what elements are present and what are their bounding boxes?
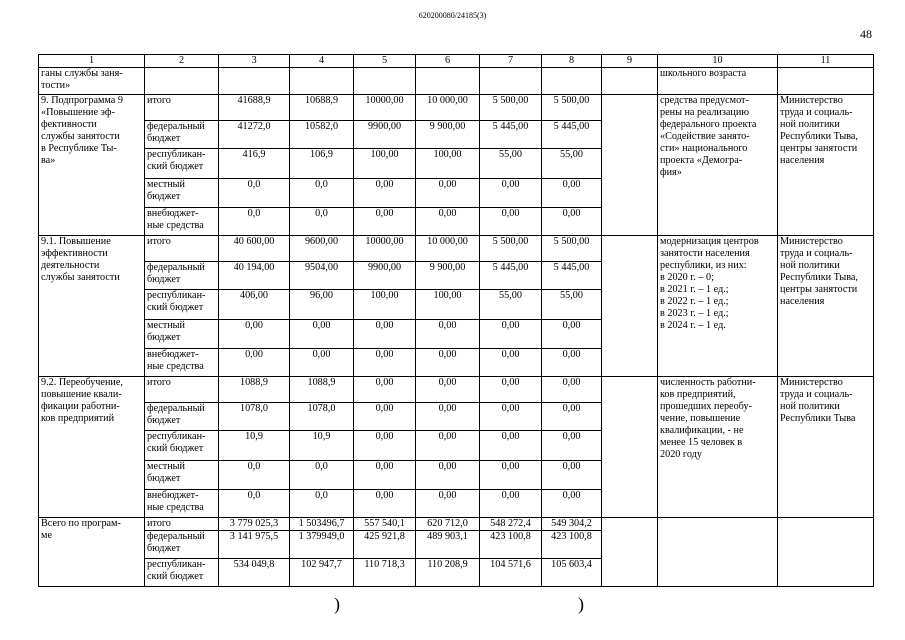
funding-value: 0,00 [416,179,480,208]
column-numbers-row [39,55,874,68]
funding-value: 0,0 [219,208,290,236]
funding-value: 0,00 [416,461,480,490]
funding-value: 1078,0 [290,403,354,431]
funding-value: 9504,00 [290,262,354,290]
funding-value: 55,00 [480,290,542,320]
funding-value: 0,00 [354,179,416,208]
responsible-executor: Министерство труда и социаль- ной политики Республики Тыва [778,377,874,518]
funding-value: 10688,9 [290,95,354,121]
funding-value: 1 503496,7 [290,518,354,531]
funding-value: 0,00 [542,490,602,518]
funding-value: 0,00 [219,349,290,377]
empty-column-9 [602,236,658,377]
funding-value: 100,00 [354,290,416,320]
funding-value: 10 000,00 [416,236,480,262]
funding-value: 0,00 [480,377,542,403]
funding-value: 0,00 [219,320,290,349]
funding-value: 0,0 [219,490,290,518]
funding-value: 10000,00 [354,236,416,262]
expected-result: численность работни- ков предприятий, прошедших переобу- чение, повышение квалификации, - не менее 15 человек в 2020 году [658,377,778,518]
funding-value: 100,00 [416,290,480,320]
funding-value: 0,00 [354,403,416,431]
column-number: 4 [290,55,354,68]
funding-row [39,236,874,262]
funding-value: 0,00 [416,377,480,403]
funding-value: 40 194,00 [219,262,290,290]
funding-value: 0,00 [416,349,480,377]
expected-result [658,518,778,587]
funding-value: 0,00 [290,349,354,377]
funding-value: 5 445,00 [542,121,602,149]
funding-value: 1088,9 [219,377,290,403]
funding-value: 0,00 [290,320,354,349]
funding-source: внебюджет- ные средства [145,490,219,518]
column-number: 10 [658,55,778,68]
funding-value: 0,00 [480,208,542,236]
measure-name: Всего по програм- ме [39,518,145,587]
funding-value: 55,00 [480,149,542,179]
funding-value: 0,00 [480,179,542,208]
funding-value: 1078,0 [219,403,290,431]
funding-value: 0,00 [354,490,416,518]
funding-value: 104 571,6 [480,559,542,587]
column-number: 7 [480,55,542,68]
funding-source: местный бюджет [145,320,219,349]
program-funding-table [38,54,874,587]
funding-value: 423 100,8 [480,531,542,559]
funding-value: 102 947,7 [290,559,354,587]
empty-column-9 [602,518,658,587]
funding-value: 105 603,4 [542,559,602,587]
funding-source: федеральный бюджет [145,403,219,431]
funding-value: 0,00 [354,349,416,377]
column-number: 2 [145,55,219,68]
funding-value: 10,9 [290,431,354,461]
funding-value: 3 141 975,5 [219,531,290,559]
funding-value: 5 445,00 [480,262,542,290]
funding-value: 41688,9 [219,95,290,121]
funding-value: 1088,9 [290,377,354,403]
funding-source: итого [145,95,219,121]
funding-value: 110 208,9 [416,559,480,587]
funding-value: 0,00 [416,320,480,349]
funding-value: 10 000,00 [416,95,480,121]
funding-value: 0,00 [542,403,602,431]
funding-value: 9 900,00 [416,121,480,149]
funding-value: 0,00 [354,461,416,490]
funding-source: итого [145,518,219,531]
funding-value: 0,00 [542,320,602,349]
funding-value: 0,0 [219,461,290,490]
continuation-row [39,68,874,95]
funding-source: итого [145,236,219,262]
column-number: 11 [778,55,874,68]
funding-value: 9900,00 [354,262,416,290]
handwritten-mark: ) [578,594,584,614]
funding-source: федеральный бюджет [145,531,219,559]
funding-value: 0,00 [480,403,542,431]
funding-source: итого [145,377,219,403]
funding-value: 100,00 [416,149,480,179]
funding-value: 5 445,00 [542,262,602,290]
measure-name: 9.1. Повышение эффективности деятельности службы занятости [39,236,145,377]
funding-value: 9 900,00 [416,262,480,290]
funding-value: 0,00 [416,431,480,461]
funding-value: 0,00 [480,349,542,377]
funding-value: 0,00 [480,431,542,461]
funding-value: 557 540,1 [354,518,416,531]
funding-value: 55,00 [542,290,602,320]
funding-value: 10582,0 [290,121,354,149]
funding-source: федеральный бюджет [145,121,219,149]
expected-result: средства предусмот- рены на реализацию федерального проекта «Содействие занято- сти» национального проекта «Демогра- фия» [658,95,778,236]
funding-source: республикан- ский бюджет [145,149,219,179]
funding-value: 96,00 [290,290,354,320]
document-id: 620200080/24185(3) [418,11,487,20]
funding-value: 5 500,00 [480,236,542,262]
continued-measure-name: ганы службы заня- тости» [39,68,145,95]
funding-value: 416,9 [219,149,290,179]
funding-value: 10,9 [219,431,290,461]
funding-value: 1 379949,0 [290,531,354,559]
funding-value: 0,00 [542,461,602,490]
funding-value: 0,0 [290,461,354,490]
funding-value: 100,00 [354,149,416,179]
funding-value: 0,00 [354,377,416,403]
funding-value: 0,00 [542,208,602,236]
funding-value: 0,00 [354,320,416,349]
funding-value: 0,00 [416,403,480,431]
funding-row [39,95,874,121]
funding-value: 9900,00 [354,121,416,149]
funding-value: 425 921,8 [354,531,416,559]
column-number: 5 [354,55,416,68]
column-number: 3 [219,55,290,68]
responsible-executor: Министерство труда и социаль- ной политики Республики Тыва, центры занятости населения [778,95,874,236]
funding-value: 0,0 [290,208,354,236]
funding-value: 9600,00 [290,236,354,262]
page-number: 48 [860,27,872,41]
funding-value: 5 500,00 [542,95,602,121]
funding-source: местный бюджет [145,461,219,490]
funding-value: 489 903,1 [416,531,480,559]
column-number: 8 [542,55,602,68]
funding-source: внебюджет- ные средства [145,208,219,236]
funding-value: 110 718,3 [354,559,416,587]
funding-source: федеральный бюджет [145,262,219,290]
handwritten-mark: ) [334,594,340,614]
funding-value: 0,00 [480,490,542,518]
responsible-executor: Министерство труда и социаль- ной политики Республики Тыва, центры занятости населения [778,236,874,377]
funding-value: 41272,0 [219,121,290,149]
funding-source: республикан- ский бюджет [145,290,219,320]
funding-value: 40 600,00 [219,236,290,262]
column-number: 9 [602,55,658,68]
funding-value: 549 304,2 [542,518,602,531]
measure-name: 9. Подпрограмма 9 «Повышение эф- фективности службы занятости в Республике Ты- ва» [39,95,145,236]
funding-value: 534 049,8 [219,559,290,587]
column-number: 6 [416,55,480,68]
empty-column-9 [602,95,658,236]
expected-result: модернизация центров занятости населения республики, из них: в 2020 г. – 0; в 2021 г. – 1 ед.; в 2022 г. – 1 ед.; в 2023 г. – 1 ед.; в 2024 г. – 1 ед. [658,236,778,377]
funding-source: республикан- ский бюджет [145,431,219,461]
column-number: 1 [39,55,145,68]
funding-source: республикан- ский бюджет [145,559,219,587]
funding-value: 5 500,00 [480,95,542,121]
funding-value: 0,00 [542,179,602,208]
funding-value: 620 712,0 [416,518,480,531]
funding-value: 3 779 025,3 [219,518,290,531]
empty-column-9 [602,377,658,518]
funding-value: 10000,00 [354,95,416,121]
funding-value: 0,0 [290,490,354,518]
funding-value: 0,00 [480,461,542,490]
continued-result-text: школьного возраста [658,68,778,95]
funding-source: внебюджет- ные средства [145,349,219,377]
funding-value: 548 272,4 [480,518,542,531]
funding-row [39,518,874,531]
funding-value: 106,9 [290,149,354,179]
funding-value: 5 500,00 [542,236,602,262]
responsible-executor [778,518,874,587]
funding-value: 0,00 [416,208,480,236]
funding-value: 0,0 [290,179,354,208]
funding-value: 0,0 [219,179,290,208]
funding-value: 55,00 [542,149,602,179]
funding-row [39,377,874,403]
funding-value: 0,00 [416,490,480,518]
funding-value: 5 445,00 [480,121,542,149]
funding-value: 423 100,8 [542,531,602,559]
funding-value: 0,00 [542,377,602,403]
funding-value: 0,00 [354,431,416,461]
funding-value: 0,00 [542,431,602,461]
funding-value: 0,00 [480,320,542,349]
funding-value: 0,00 [542,349,602,377]
funding-source: местный бюджет [145,179,219,208]
funding-value: 0,00 [354,208,416,236]
measure-name: 9.2. Переобучение, повышение квали- фикации работни- ков предприятий [39,377,145,518]
funding-value: 406,00 [219,290,290,320]
